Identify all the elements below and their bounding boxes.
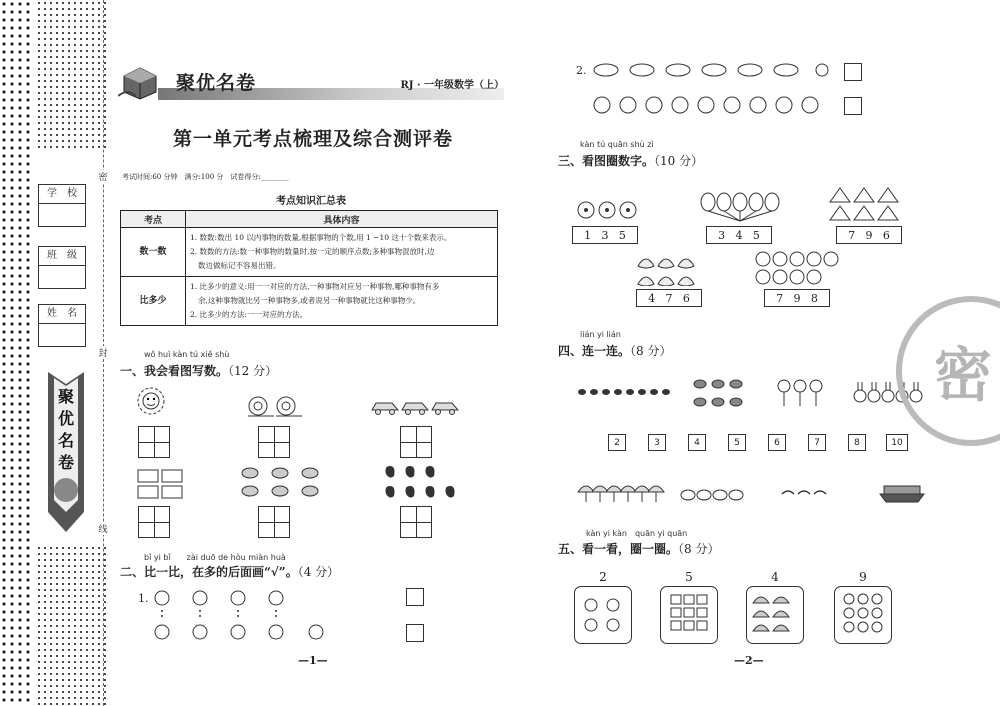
q1-heading xyxy=(120,362,277,379)
target-number: 9 xyxy=(859,570,867,584)
choice-number[interactable]: 8 xyxy=(810,291,818,305)
peaches-row xyxy=(152,622,332,640)
school-label: 学 校 xyxy=(39,185,85,204)
number-box xyxy=(836,226,902,244)
match-number[interactable]: 5 xyxy=(728,434,746,451)
binding-mark-feng: 封 xyxy=(97,346,109,359)
target-number: 2 xyxy=(599,570,607,584)
answer-box[interactable] xyxy=(406,588,424,606)
lion-picture xyxy=(134,386,168,418)
choice-number[interactable]: 5 xyxy=(752,228,760,242)
bees-picture xyxy=(692,376,746,410)
q2-item1-number: 1. xyxy=(138,592,149,605)
boats-picture xyxy=(878,482,926,504)
q5-score: （8 分） xyxy=(678,542,720,556)
table-row xyxy=(121,277,498,326)
svg-text:聚: 聚 xyxy=(57,387,75,406)
page-number-right: —2— xyxy=(734,654,764,667)
q4-pinyin: lián yi lián xyxy=(580,330,621,339)
apples-row xyxy=(152,588,332,606)
choice-number[interactable]: 7 xyxy=(848,228,856,242)
answer-box[interactable] xyxy=(844,63,862,81)
answer-grid[interactable] xyxy=(258,506,290,538)
binding-mark-xian: 线 xyxy=(97,522,109,535)
fish-picture xyxy=(238,464,324,500)
target-number: 4 xyxy=(771,570,779,584)
strawberry-picture xyxy=(384,462,456,502)
answer-grid[interactable] xyxy=(138,426,170,458)
secret-stamp xyxy=(896,296,1000,446)
choice-number[interactable]: 3 xyxy=(718,228,726,242)
snail-picture xyxy=(244,390,304,420)
choice-number[interactable]: 5 xyxy=(618,228,626,242)
balloons-picture xyxy=(700,192,784,222)
flowers-stem-picture xyxy=(776,378,824,408)
choice-number[interactable]: 4 xyxy=(648,291,656,305)
birds-row xyxy=(590,94,830,116)
choice-number[interactable]: 9 xyxy=(793,291,801,305)
svg-text:卷: 卷 xyxy=(57,453,75,472)
q5-heading xyxy=(558,540,719,557)
cube-logo xyxy=(118,66,162,100)
exam-meta: 考试时间:60 分钟 满分:100 分 试卷得分:________ xyxy=(122,173,289,181)
binding-fine-dots xyxy=(36,0,108,150)
q2-pinyin: bǐ yi bǐ zài duō de hòu miàn huà xyxy=(144,553,286,562)
q4-heading xyxy=(558,342,671,359)
number-box xyxy=(706,226,772,244)
header-point: 考点 xyxy=(121,211,186,228)
q4-title: 四、连一连。 xyxy=(558,344,631,358)
match-number[interactable]: 10 xyxy=(886,434,908,451)
birds-flying-picture xyxy=(780,486,828,500)
q3-pinyin: kàn tú quān shù zì xyxy=(580,140,654,149)
answer-grid[interactable] xyxy=(138,506,170,538)
content-compare xyxy=(186,277,498,326)
match-number[interactable]: 3 xyxy=(648,434,666,451)
choice-number[interactable]: 7 xyxy=(665,291,673,305)
tadpoles-picture xyxy=(574,382,670,402)
caps-picture xyxy=(747,587,803,643)
choice-number[interactable]: 6 xyxy=(682,291,690,305)
choice-number[interactable]: 4 xyxy=(735,228,743,242)
circle-box[interactable] xyxy=(746,586,804,644)
dots-row xyxy=(152,608,332,620)
stamps-picture xyxy=(136,468,184,500)
point-compare: 比多少 xyxy=(121,277,186,326)
match-number[interactable]: 8 xyxy=(848,434,866,451)
stamp-text: 密 xyxy=(934,341,993,409)
match-number[interactable]: 6 xyxy=(768,434,786,451)
q5-title: 五、看一看，圈一圈。 xyxy=(558,542,679,556)
content-line: 1. 数数:数出 10 以内事物的数量,根据事物的个数,用 1 ~10 这十个数来表示。 xyxy=(190,233,452,242)
choice-number[interactable]: 1 xyxy=(584,228,592,242)
class-field[interactable] xyxy=(38,246,86,289)
brand-name: 聚优名卷 xyxy=(176,72,257,94)
tomatoes-picture xyxy=(754,250,840,286)
content-line: 2. 比多少的方法:一一对应的方法。 xyxy=(190,310,308,319)
content-counting xyxy=(186,228,498,277)
point-counting: 数一数 xyxy=(121,228,186,277)
header-content: 具体内容 xyxy=(186,211,498,228)
target-number: 5 xyxy=(685,570,693,584)
page-title: 第一单元考点梳理及综合测评卷 xyxy=(172,128,453,150)
answer-grid[interactable] xyxy=(400,506,432,538)
table-row xyxy=(121,228,498,277)
q2-title: 二、比一比，在多的后面画“√”。 xyxy=(120,565,298,579)
cars-picture xyxy=(370,398,462,416)
choice-number[interactable]: 9 xyxy=(865,228,873,242)
q1-score: （12 分） xyxy=(228,364,278,378)
ducks-picture xyxy=(680,484,744,502)
q3-title: 三、看图圈数字。 xyxy=(558,154,655,168)
binding-mark-mi: 密 xyxy=(97,170,109,183)
class-label: 班 级 xyxy=(39,247,85,266)
school-field[interactable] xyxy=(38,184,86,227)
content-line: 数边做标记不容易出错。 xyxy=(198,261,281,270)
triangles-picture xyxy=(828,186,900,222)
q1-title: 一、我会看图写数。 xyxy=(120,364,229,378)
name-label: 姓 名 xyxy=(39,305,85,324)
page-number-left: —1— xyxy=(298,654,328,667)
binding-fine-dots xyxy=(36,545,108,706)
svg-text:优: 优 xyxy=(57,409,75,428)
q3-score: （10 分） xyxy=(654,154,704,168)
q1-pinyin: wǒ huì kàn tú xiě shù xyxy=(144,350,230,359)
number-box xyxy=(764,289,830,307)
q2-item2-number: 2. xyxy=(576,64,587,77)
mushrooms-picture xyxy=(576,480,666,504)
answer-grid[interactable] xyxy=(258,426,290,458)
match-number[interactable]: 4 xyxy=(688,434,706,451)
flowers-picture xyxy=(576,198,638,222)
choice-number[interactable]: 6 xyxy=(882,228,890,242)
svg-text:名: 名 xyxy=(57,431,75,450)
circle-box[interactable] xyxy=(834,586,892,644)
answer-box[interactable] xyxy=(406,624,424,642)
leaves-picture xyxy=(636,252,698,286)
number-box xyxy=(636,289,702,307)
frames-picture xyxy=(661,587,717,643)
fish-row xyxy=(590,60,830,80)
summary-table xyxy=(120,210,498,326)
choice-number[interactable]: 3 xyxy=(601,228,609,242)
circle-box[interactable] xyxy=(574,586,632,644)
content-line: 余,这种事物就比另一种事物多,或者说另一种事物就比这种事物少。 xyxy=(198,296,421,305)
q5-pinyin: kàn yi kàn quān yi quān xyxy=(586,529,688,538)
series-label: RJ · 一年级数学（上） xyxy=(400,80,504,91)
content-line: 1. 比多少的意义:用一一对应的方法,一种事物对应另一种事物,哪种事物有多 xyxy=(190,282,440,291)
q3-heading xyxy=(558,152,703,169)
name-field[interactable] xyxy=(38,304,86,347)
vertical-brand-logo xyxy=(46,372,86,532)
apples-picture xyxy=(835,587,891,643)
header-banner xyxy=(118,62,504,102)
number-box xyxy=(572,226,638,244)
circle-box[interactable] xyxy=(660,586,718,644)
q4-score: （8 分） xyxy=(630,344,672,358)
answer-box[interactable] xyxy=(844,97,862,115)
q2-heading xyxy=(120,563,339,580)
content-line: 2. 数数的方法:数一种事物的数量时,按一定的顺序点数;多种事物混放时,边 xyxy=(190,247,435,256)
choice-number[interactable]: 7 xyxy=(776,291,784,305)
binding-dot-pattern xyxy=(0,0,32,706)
q2-score: （4 分） xyxy=(297,565,340,579)
match-number[interactable]: 7 xyxy=(808,434,826,451)
answer-grid[interactable] xyxy=(400,426,432,458)
summary-title: 考点知识汇总表 xyxy=(276,196,346,207)
peaches-picture xyxy=(575,587,631,643)
match-number[interactable]: 2 xyxy=(608,434,626,451)
